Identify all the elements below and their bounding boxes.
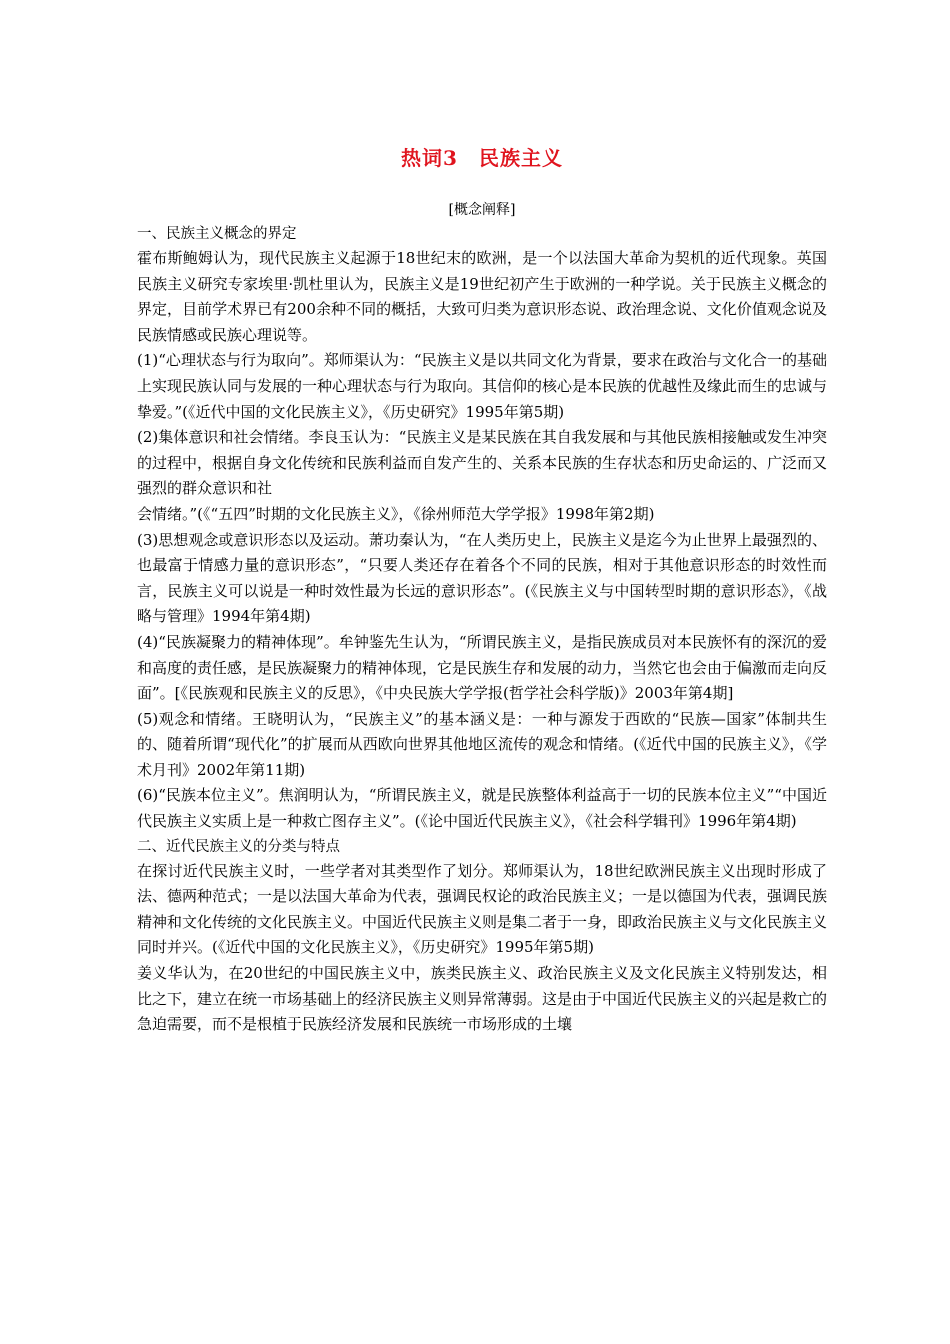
document-page [137,140,827,1038]
paragraph: (5)观念和情绪。王晓明认为，“民族主义”的基本涵义是：一种与源发于西欧的“民族—国家”体制共生的、随着所谓“现代化”的扩展而从西欧向世界其他地区流传的观念和情绪。(《近代中国的民族主义》，《学术月刊》2002年第11期) [137,709,827,779]
paragraph: (2)集体意识和社会情绪。李良玉认为：“民族主义是某民族在其自我发展和与其他民族相接触或发生冲突的过程中，根据自身文化传统和民族利益而自发产生的、关系本民族的生存状态和历史命运的、广泛而又强烈的群众意识和社 [137,428,828,498]
paragraph: (6)“民族本位主义”。焦润明认为，“所谓民族主义，就是民族整体利益高于一切的民族本位主义”“中国近代民族主义实质上是一种救亡图存主义”。(《论中国近代民族主义》，《社会科学辑刊》1996年第4期) [137,786,827,831]
page-title: 热词3 民族主义 [401,146,563,170]
paragraph: (3)思想观念或意识形态以及运动。萧功秦认为，“在人类历史上，民族主义是迄今为止世界上最强烈的、也最富于情感力量的意识形态”，“只要人类还存在着各个不同的民族，相对于其他意识形态的时效性而言，民族主义可以说是一种时效性最为长远的意识形态”。(《民族主义与中国转型时期的意识形态》，《战略与管理》1994年第4期) [137,530,827,626]
paragraph: 姜义华认为，在20世纪的中国民族主义中，族类民族主义、政治民族主义及文化民族主义特别发达，相比之下，建立在统一市场基础上的经济民族主义则异常薄弱。这是由于中国近代民族主义的兴起是救亡的急迫需要，而不是根植于民族经济发展和民族统一市场形成的土壤 [137,964,828,1034]
paragraph: (4)“民族凝聚力的精神体现”。牟钟鉴先生认为，“所谓民族主义，是指民族成员对本民族怀有的深沉的爱和高度的责任感，是民族凝聚力的精神体现，它是民族生存和发展的动力，当然它也会由于偏激而走向反面”。[《民族观和民族主义的反思》，《中央民族大学学报(哲学社会科学版)》2003年第4期] [137,632,828,703]
concept-subheading: [概念阐释] [448,202,516,218]
section-2-title: 二、近代民族主义的分类与特点 [137,838,340,855]
paragraph: 会情绪。”(《“五四”时期的文化民族主义》，《徐州师范大学学报》1998年第2期) [137,504,655,523]
paragraph: 霍布斯鲍姆认为，现代民族主义起源于18世纪末的欧洲，是一个以法国大革命为契机的近代现象。英国民族主义研究专家埃里·凯杜里认为，民族主义是19世纪初产生于欧洲的一种学说。关于民族主义概念的界定，目前学术界已有200余种不同的概括，大致可归类为意识形态说、政治理念说、文化价值观念说及民族情感或民族心理说等。 [137,249,827,344]
section-1-title: 一、民族主义概念的界定 [137,226,297,242]
paragraph: (1)“心理状态与行为取向”。郑师渠认为：“民族主义是以共同文化为背景，要求在政治与文化合一的基础上实现民族认同与发展的一种心理状态与行为取向。其信仰的核心是本民族的优越性及缘此而生的忠诚与挚爱。”(《近代中国的文化民族主义》，《历史研究》1995年第5期) [137,351,828,421]
paragraph: 在探讨近代民族主义时，一些学者对其类型作了划分。郑师渠认为，18世纪欧洲民族主义出现时形成了法、德两种范式；一是以法国大革命为代表，强调民权论的政治民族主义；一是以德国为代表，强调民族精神和文化传统的文化民族主义。中国近代民族主义则是集二者于一身，即政治民族主义与文化民族主义同时并兴。(《近代中国的文化民族主义》，《历史研究》1995年第5期) [137,861,828,957]
